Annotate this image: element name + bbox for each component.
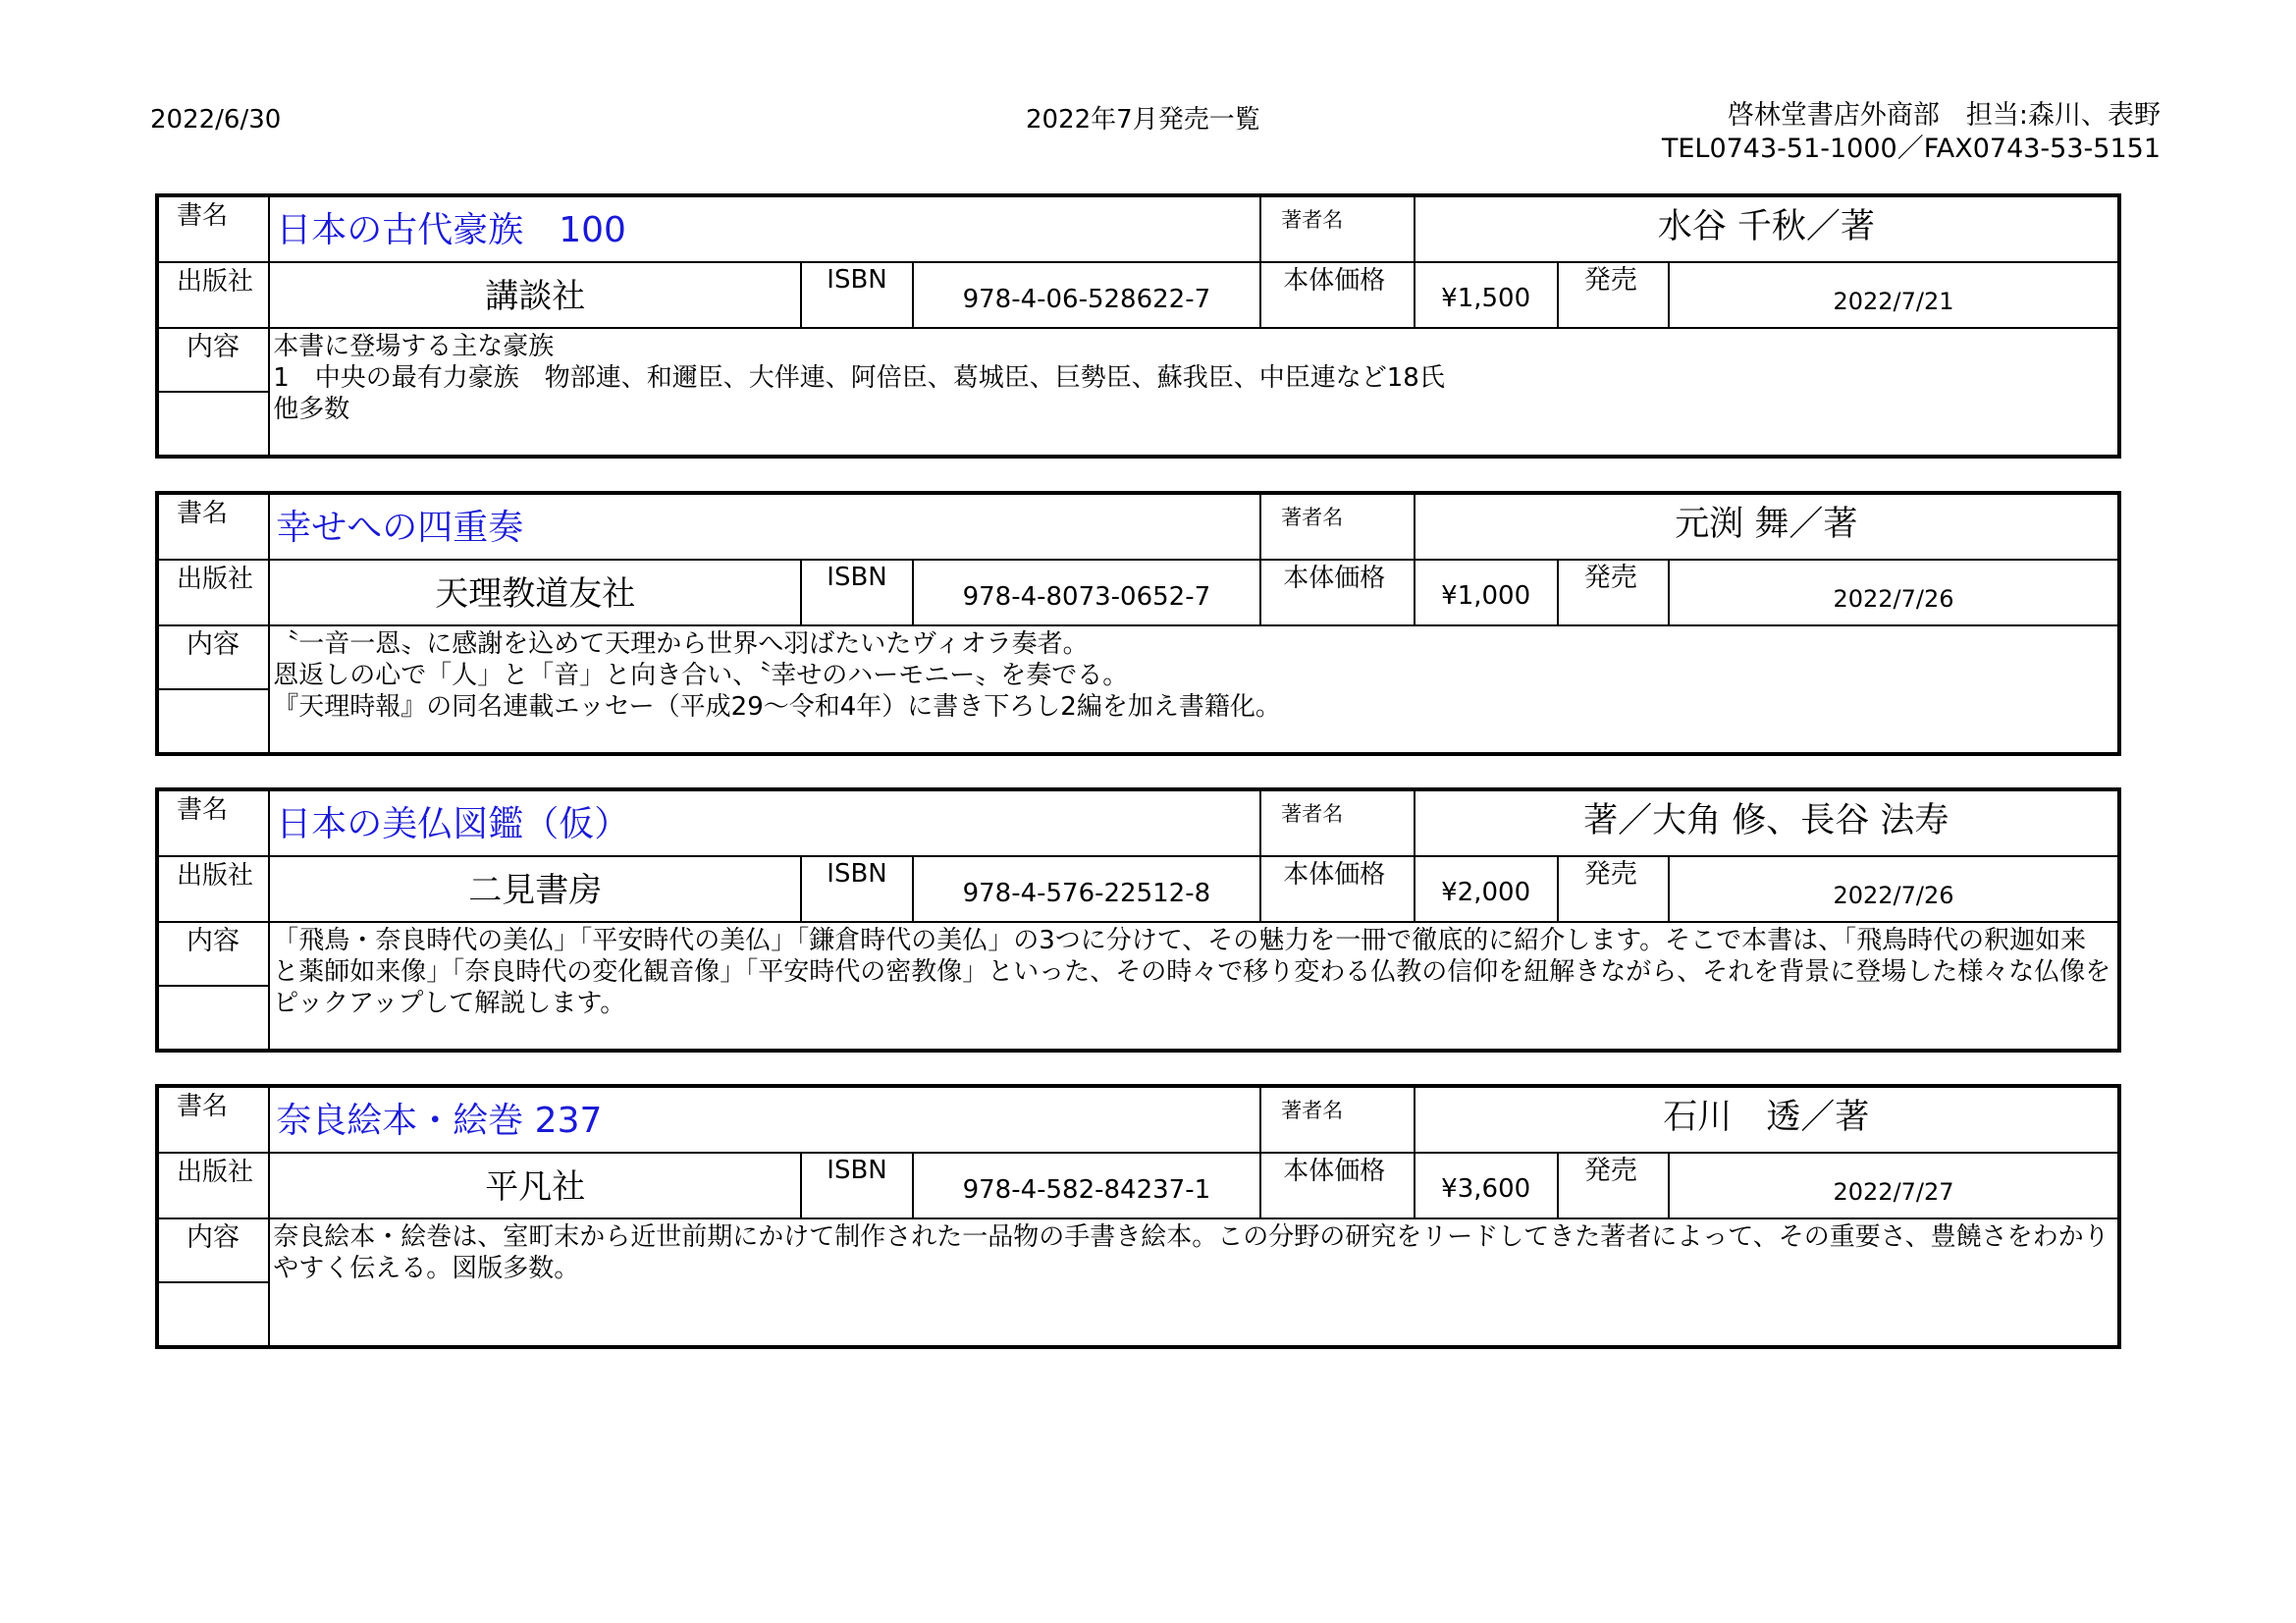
book-entry-table [155, 787, 2121, 1053]
price-label: 本体価格 [1260, 262, 1414, 329]
book-release-date: 2022/7/27 [1669, 1153, 2119, 1219]
description-line: 〝一音一恩〟に感謝を込めて天理から世界へ羽ばたいたヴィオラ奏者。 [273, 629, 1089, 659]
publisher-label: 出版社 [157, 560, 269, 626]
description-line: 奈良絵本・絵巻は、室町末から近世前期にかけて制作された一品物の手書き絵本。この分野の研究をリードしてきた著者によって、その重要さ、豊饒さをわかりやすく伝える。図版多数。 [273, 1222, 2109, 1283]
description-line: 本書に登場する主な豪族 [273, 332, 555, 361]
book-price: ¥2,000 [1415, 856, 1558, 923]
book-title[interactable]: 奈良絵本・絵巻 237 [269, 1086, 1260, 1153]
book-author: 元渕 舞／著 [1415, 493, 2119, 560]
book-price: ¥1,000 [1415, 560, 1558, 626]
author-label: 著者名 [1260, 789, 1414, 856]
content-label: 内容 [157, 328, 269, 392]
content-label: 内容 [157, 1218, 269, 1282]
isbn-label: ISBN [801, 856, 912, 923]
book-release-date: 2022/7/21 [1669, 262, 2119, 329]
book-release-date: 2022/7/26 [1669, 856, 2119, 923]
book-entry [155, 1084, 2121, 1349]
book-title[interactable]: 日本の美仏図鑑（仮） [269, 789, 1260, 856]
page-title: 2022年7月発売一覧 [1026, 105, 1260, 135]
isbn-label: ISBN [801, 560, 912, 626]
release-label: 発売 [1558, 856, 1669, 923]
book-price: ¥3,600 [1415, 1153, 1558, 1219]
book-entry [155, 491, 2121, 756]
price-label: 本体価格 [1260, 856, 1414, 923]
book-description [269, 1218, 2119, 1347]
store-phone-fax: TEL0743-51-1000／FAX0743-53-5151 [1661, 134, 2161, 164]
book-release-date: 2022/7/26 [1669, 560, 2119, 626]
book-isbn: 978-4-8073-0652-7 [913, 560, 1261, 626]
content-label-spacer [157, 986, 269, 1051]
content-label-spacer [157, 392, 269, 457]
title-label: 書名 [157, 1086, 269, 1153]
publisher-label: 出版社 [157, 1153, 269, 1219]
isbn-label: ISBN [801, 262, 912, 329]
author-label: 著者名 [1260, 493, 1414, 560]
price-label: 本体価格 [1260, 560, 1414, 626]
book-author: 水谷 千秋／著 [1415, 195, 2119, 262]
content-label: 内容 [157, 922, 269, 986]
description-line: 1 中央の最有力豪族 物部連、和邇臣、大伴連、阿倍臣、葛城臣、巨勢臣、蘇我臣、中臣連など18氏 [273, 363, 1445, 393]
title-label: 書名 [157, 195, 269, 262]
book-publisher: 平凡社 [269, 1153, 801, 1219]
book-description [269, 328, 2119, 457]
book-isbn: 978-4-576-22512-8 [913, 856, 1261, 923]
book-description [269, 625, 2119, 754]
publisher-label: 出版社 [157, 262, 269, 329]
author-label: 著者名 [1260, 1086, 1414, 1153]
publisher-label: 出版社 [157, 856, 269, 923]
store-contact-person: 啓林堂書店外商部 担当:森川、表野 [1727, 100, 2161, 131]
title-label: 書名 [157, 493, 269, 560]
store-info [1662, 99, 2161, 166]
book-publisher: 二見書房 [269, 856, 801, 923]
release-label: 発売 [1558, 1153, 1669, 1219]
book-entry-table [155, 491, 2121, 756]
book-author: 著／大角 修、長谷 法寿 [1415, 789, 2120, 856]
content-label-spacer [157, 689, 269, 754]
description-line: 「飛鳥・奈良時代の美仏」「平安時代の美仏」「鎌倉時代の美仏」の3つに分けて、その魅力を一冊で徹底的に紹介します。そこで本書は、「飛鳥時代の釈迦如来と薬師如来像」「奈良時代の変化観音像」「平安時代の密教像」といった、その時々で移り変わる仏教の信仰を紐解きながら、それを背景に登場した様々な仏像をピックアップして解説します。 [273, 926, 2111, 1018]
title-label: 書名 [157, 789, 269, 856]
content-label: 内容 [157, 625, 269, 689]
book-entry [155, 193, 2121, 459]
book-publisher: 講談社 [269, 262, 801, 329]
book-publisher: 天理教道友社 [269, 560, 801, 626]
description-line: 『天理時報』の同名連載エッセー（平成29～令和4年）に書き下ろし2編を加え書籍化。 [273, 692, 1281, 722]
book-entry-table [155, 193, 2121, 459]
content-label-spacer [157, 1282, 269, 1347]
book-author: 石川 透／著 [1415, 1086, 2119, 1153]
price-label: 本体価格 [1260, 1153, 1414, 1219]
release-label: 発売 [1558, 560, 1669, 626]
isbn-label: ISBN [801, 1153, 912, 1219]
book-title[interactable]: 幸せへの四重奏 [269, 493, 1260, 560]
book-description [269, 922, 2119, 1051]
book-isbn: 978-4-582-84237-1 [913, 1153, 1261, 1219]
release-label: 発売 [1558, 262, 1669, 329]
book-entry-table [155, 1084, 2121, 1349]
description-line: 他多数 [273, 395, 350, 424]
description-line: 恩返しの心で「人」と「音」と向き合い、〝幸せのハーモニー〟を奏でる。 [273, 661, 1129, 690]
list-date: 2022/6/30 [150, 105, 282, 135]
book-price: ¥1,500 [1415, 262, 1558, 329]
author-label: 著者名 [1260, 195, 1414, 262]
book-isbn: 978-4-06-528622-7 [913, 262, 1261, 329]
book-entry [155, 787, 2121, 1053]
book-title[interactable]: 日本の古代豪族 100 [269, 195, 1260, 262]
